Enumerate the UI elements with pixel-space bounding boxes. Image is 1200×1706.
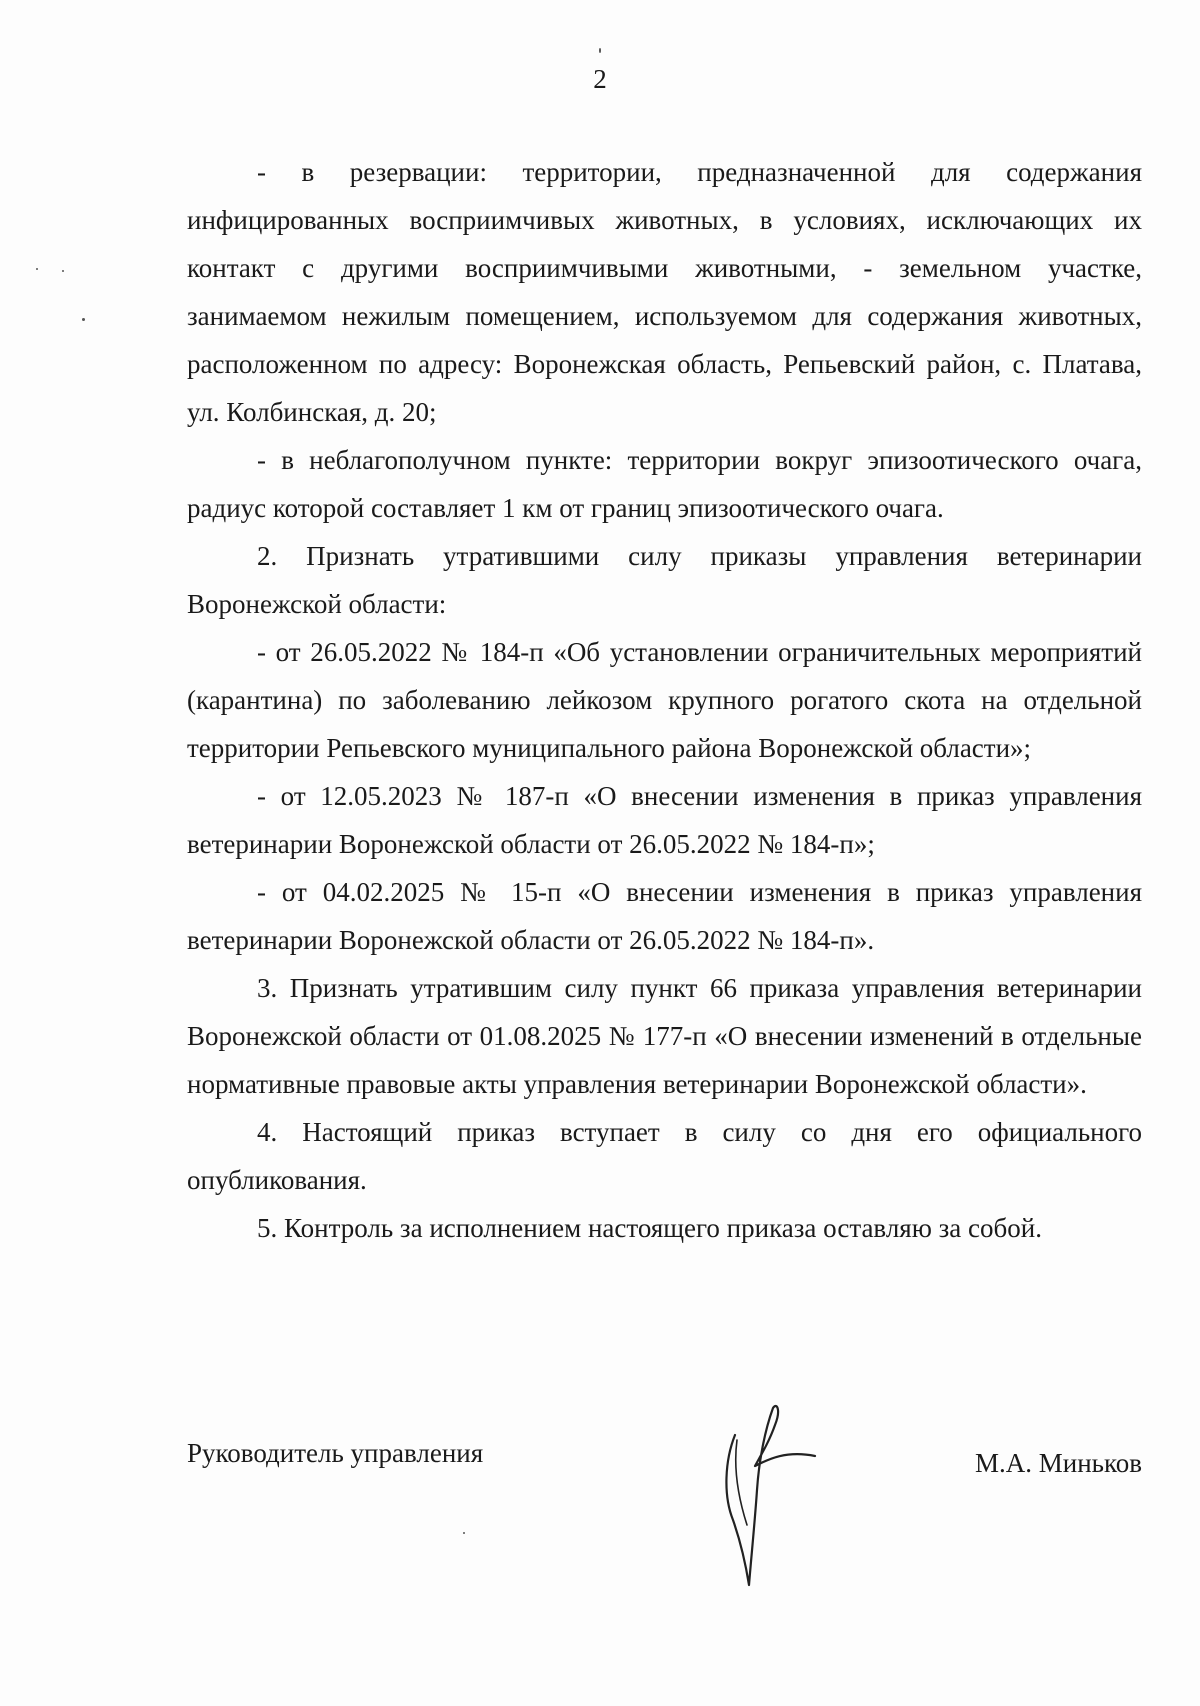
handwritten-signature <box>715 1400 825 1590</box>
paragraph-reservation: - в резервации: территории, предназначенной для содержания инфицированных восприимчивых животных, в условиях, исключающих их контакт с другими восприимчивыми животными, - земельном участке, занимаемом нежилым помещением, используемом для содержания животных, расположенном по адресу: Воронежская область, Репьевский район, с. Платава, ул. Колбинская, д. 20; <box>187 157 1142 427</box>
scan-speck <box>599 48 601 53</box>
paragraph-unfavourable-point: - в неблагополучном пункте: территории вокруг эпизоотического очага, радиус которой составляет 1 км от границ эпизоотического очага. <box>187 445 1142 523</box>
scan-speck <box>82 318 85 321</box>
scan-speck <box>36 268 38 270</box>
paragraph-item-5: 5. Контроль за исполнением настоящего приказа оставляю за собой. <box>257 1213 1042 1243</box>
page-number: 2 <box>593 64 607 94</box>
signature-block <box>187 1400 1142 1590</box>
paragraph-item-4: 4. Настоящий приказ вступает в силу со дня его официального опубликования. <box>187 1117 1142 1195</box>
scan-speck <box>62 270 64 272</box>
paragraph-order-187: - от 12.05.2023 № 187-п «О внесении изменения в приказ управления ветеринарии Воронежской области от 26.05.2022 № 184-п»; <box>187 781 1142 859</box>
signatory-title: Руководитель управления <box>187 1438 484 1468</box>
paragraph-order-15: - от 04.02.2025 № 15-п «О внесении изменения в приказ управления ветеринарии Воронежской области от 26.05.2022 № 184-п». <box>187 877 1142 955</box>
document-body <box>187 148 1142 1252</box>
paragraph-item-2: 2. Признать утратившими силу приказы управления ветеринарии Воронежской области: <box>187 541 1142 619</box>
scan-speck <box>463 1532 465 1534</box>
paragraph-item-3: 3. Признать утратившим силу пункт 66 приказа управления ветеринарии Воронежской области от 01.08.2025 № 177-п «О внесении изменений в отдельные нормативные правовые акты управления ветеринарии Воронежской области». <box>187 973 1142 1099</box>
paragraph-order-184: - от 26.05.2022 № 184-п «Об установлении ограничительных мероприятий (карантина) по заболеванию лейкозом крупного рогатого скота на отдельной территории Репьевского муниципального района Воронежской области»; <box>187 637 1142 763</box>
signatory-name: М.А. Миньков <box>975 1448 1142 1478</box>
